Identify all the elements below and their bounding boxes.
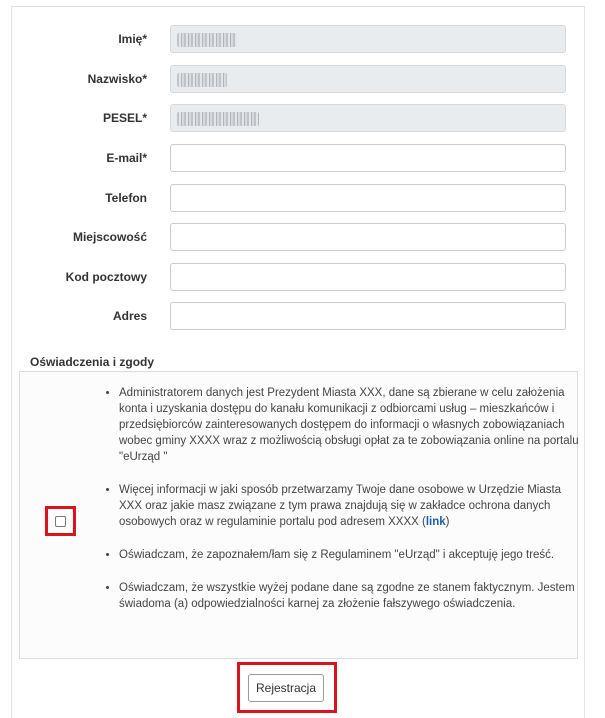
row-last-name [0,65,605,93]
row-first-name [0,25,605,53]
consent-item-truthfulness: • Oświadczam, że wszystkie wyżej podane dane są zgodne ze stanem faktycznym. Jestem świadoma (a) odpowiedzialności karnej za złożenie fałszywego oświadczenia. [119,580,581,612]
email-label: E-mail* [106,151,147,165]
consents-title: Oświadczenia i zgody [30,355,155,369]
last-name-label: Nazwisko* [87,72,147,86]
consents-list [101,385,581,629]
last-name-field [170,65,566,93]
city-field[interactable] [170,223,566,251]
consent-item-data-controller: • Administratorem danych jest Prezydent Miasta XXX, dane są zbierane w celu założenia konta i uzyskania dostępu do kanału komunikacji z odbiorcami usług – mieszkańców i przedsiębiorców zainteresowanych dostępem do informacji o własnych zobowiązaniach wobec gminy XXXX wraz z możliwością obsługi opłat za te zobowiązania online na portalu "eUrząd " [119,385,581,465]
postal-code-field[interactable] [170,263,566,291]
consent-checkbox[interactable] [55,516,66,527]
link-close-paren: ) [445,516,450,528]
consent-item-more-info-text: Więcej informacji w jaki sposób przetwarzamy Twoje dane osobowe w Urzędzie Miasta XXX oraz jakie masz związane z tym prawa znajdują się w zakładce ochrona danych osobowych oraz w regulaminie portalu pod adresem XXXX ( [119,484,562,528]
postal-code-label: Kod pocztowy [65,270,147,284]
address-label: Adres [112,309,147,323]
address-field[interactable] [170,302,566,330]
phone-label: Telefon [105,191,147,205]
redacted-value [177,73,227,87]
row-phone [0,184,605,212]
first-name-label: Imię* [118,32,147,46]
row-postal-code [0,263,605,291]
redacted-value [177,112,259,126]
row-address [0,302,605,330]
register-button[interactable]: Rejestracja [248,674,324,702]
pesel-label: PESEL* [102,111,147,125]
redacted-value [177,33,237,47]
row-pesel [0,104,605,132]
city-label: Miejscowość [72,230,147,244]
email-field[interactable] [170,144,566,172]
pesel-field [170,104,566,132]
row-city [0,223,605,251]
phone-field[interactable] [170,184,566,212]
row-email [0,144,605,172]
consent-item-more-info [119,482,581,530]
privacy-link[interactable]: link [425,516,446,528]
consent-item-regulations: • Oświadczam, że zapoznałem/łam się z Regulaminem "eUrząd" i akceptuję jego treść. [119,547,581,563]
first-name-field [170,25,566,53]
